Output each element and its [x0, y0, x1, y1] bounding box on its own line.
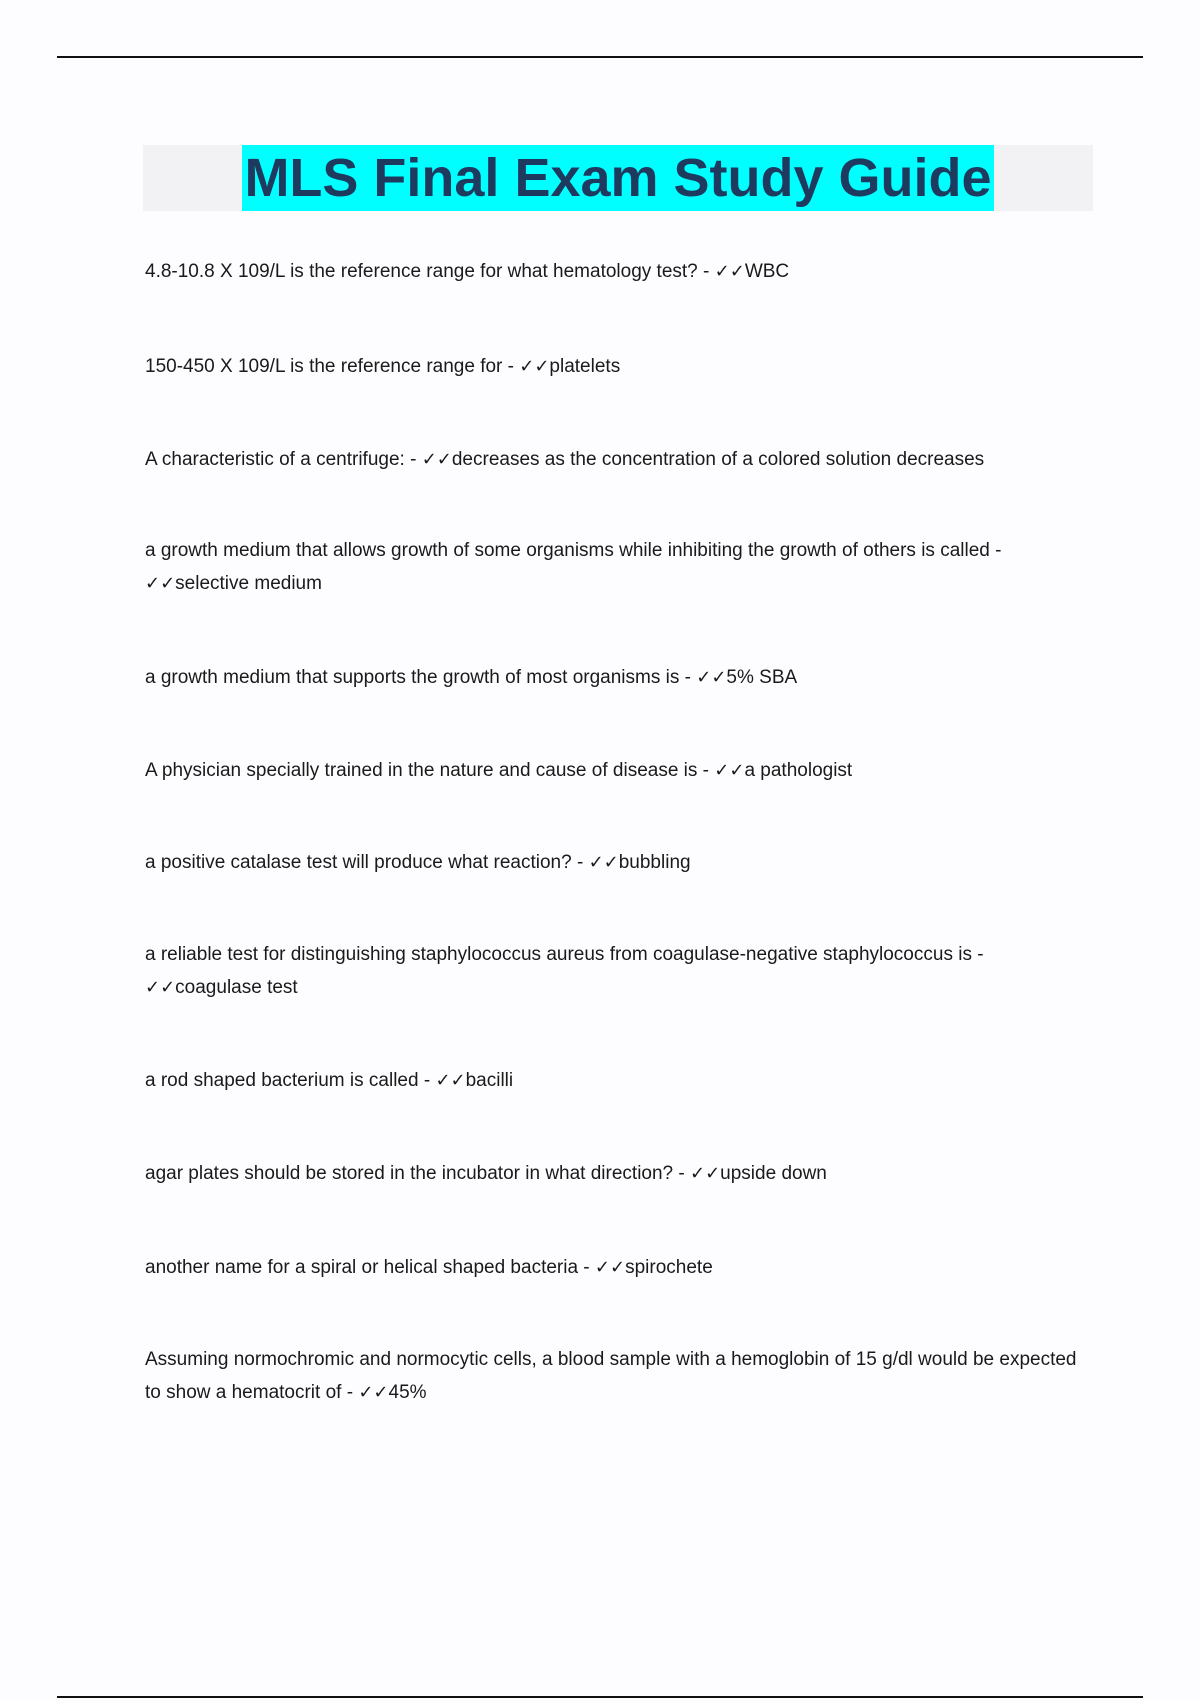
answer-text: selective medium [175, 573, 322, 594]
qa-item [145, 1251, 1095, 1284]
question-text: a growth medium that allows growth of some organisms while inhibiting the growth of others is called - [145, 540, 1002, 561]
qa-item [145, 443, 1095, 476]
question-text: 4.8-10.8 X 109/L is the reference range for what hematology test? - [145, 261, 715, 282]
qa-item [145, 661, 1095, 694]
question-text: a growth medium that supports the growth of most organisms is - [145, 667, 697, 688]
question-text: 150-450 X 109/L is the reference range for - [145, 356, 520, 377]
double-check-icon: ✓✓ [594, 1257, 626, 1278]
document-title: MLS Final Exam Study Guide [242, 145, 993, 211]
question-text: agar plates should be stored in the incubator in what direction? - [145, 1163, 690, 1184]
answer-text: bubbling [618, 852, 691, 873]
double-check-icon: ✓✓ [714, 261, 745, 282]
answer-text: 5% SBA [726, 667, 798, 688]
question-text: a positive catalase test will produce what reaction? - [145, 852, 589, 873]
top-rule [57, 56, 1143, 58]
qa-item [145, 350, 1095, 383]
qa-item [145, 1343, 1095, 1409]
answer-text: a pathologist [744, 760, 853, 781]
qa-item [145, 754, 1095, 787]
double-check-icon: ✓✓ [145, 977, 176, 998]
qa-item [145, 534, 1095, 600]
answer-text: 45% [388, 1382, 427, 1403]
question-text: another name for a spiral or helical shaped bacteria - [145, 1257, 595, 1278]
answer-text: bacilli [465, 1070, 514, 1091]
qa-item [145, 846, 1095, 879]
question-text: Assuming normochromic and normocytic cells, a blood sample with a hemoglobin of 15 g/dl would be expected to show a hematocrit of - [145, 1349, 1077, 1403]
answer-text: WBC [744, 261, 790, 282]
question-text: a rod shaped bacterium is called - [145, 1070, 436, 1091]
double-check-icon: ✓✓ [588, 852, 619, 873]
qa-item [145, 938, 1095, 1004]
double-check-icon: ✓✓ [421, 449, 452, 470]
answer-text: platelets [549, 356, 621, 377]
question-text: A physician specially trained in the nature and cause of disease is - [145, 760, 715, 781]
double-check-icon: ✓✓ [435, 1070, 466, 1091]
answer-text: upside down [720, 1163, 827, 1184]
double-check-icon: ✓✓ [696, 667, 727, 688]
double-check-icon: ✓✓ [145, 573, 176, 594]
answer-text: spirochete [625, 1257, 713, 1278]
qa-item [145, 255, 1095, 288]
qa-item [145, 1157, 1095, 1190]
double-check-icon: ✓✓ [519, 356, 550, 377]
double-check-icon: ✓✓ [358, 1382, 389, 1403]
question-text: a reliable test for distinguishing staphylococcus aureus from coagulase-negative staphylococcus is - [145, 944, 984, 965]
double-check-icon: ✓✓ [690, 1163, 721, 1184]
answer-text: coagulase test [175, 977, 298, 998]
title-band [143, 145, 1093, 211]
question-text: A characteristic of a centrifuge: - [145, 449, 422, 470]
double-check-icon: ✓✓ [714, 760, 745, 781]
bottom-rule [57, 1696, 1143, 1698]
answer-text: decreases as the concentration of a colored solution decreases [451, 449, 985, 470]
qa-item [145, 1064, 1095, 1097]
